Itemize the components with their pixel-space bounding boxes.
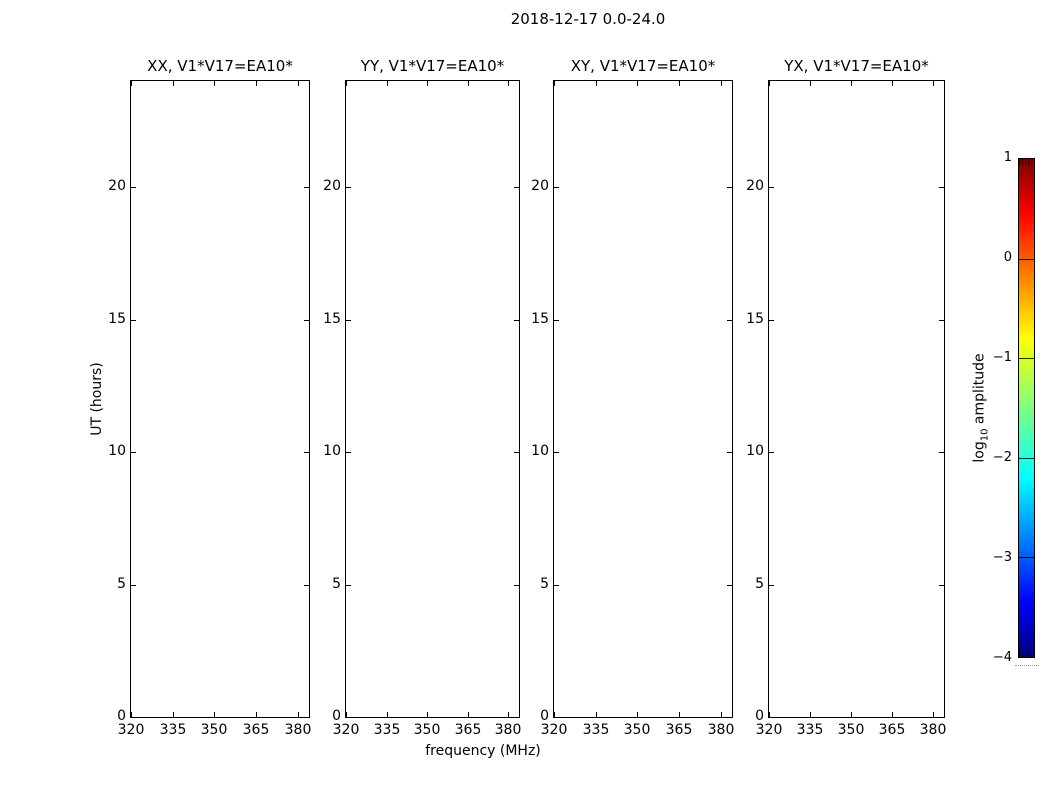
- colorbar-axis-label: [972, 353, 991, 462]
- y-tick-label: 0: [540, 708, 549, 724]
- x-tick-label: 365: [665, 722, 693, 738]
- x-tick-mark: [173, 81, 174, 86]
- y-tick-mark: [554, 320, 559, 321]
- y-tick-mark: [554, 585, 559, 586]
- y-tick-mark: [939, 717, 944, 718]
- x-tick-label: 320: [755, 722, 783, 738]
- x-tick-label: 320: [332, 722, 360, 738]
- x-tick-mark: [851, 712, 852, 717]
- x-tick-label: 335: [582, 722, 610, 738]
- y-tick-label: 0: [755, 708, 764, 724]
- y-tick-mark: [131, 320, 136, 321]
- x-tick-mark: [468, 81, 469, 86]
- y-tick-mark: [131, 717, 136, 718]
- y-tick-label: 0: [332, 708, 341, 724]
- x-tick-mark: [256, 81, 257, 86]
- y-tick-mark: [346, 187, 351, 188]
- colorbar-tick-mark: [1019, 557, 1034, 558]
- x-tick-label: 380: [494, 722, 522, 738]
- y-tick-mark: [131, 585, 136, 586]
- y-tick-mark: [769, 320, 774, 321]
- panel-title: YY, V1*V17=EA10*: [360, 57, 505, 75]
- colorbar-label-subscript: 10: [979, 428, 991, 442]
- plot-panel-yx: [768, 80, 945, 718]
- y-tick-mark: [346, 717, 351, 718]
- y-tick-mark: [939, 452, 944, 453]
- x-tick-label: 350: [200, 722, 228, 738]
- y-tick-label: 5: [117, 576, 126, 592]
- y-tick-mark: [939, 187, 944, 188]
- y-tick-mark: [346, 320, 351, 321]
- x-tick-mark: [851, 81, 852, 86]
- plot-panel-yy: [345, 80, 520, 718]
- y-tick-mark: [939, 320, 944, 321]
- y-tick-label: 5: [332, 576, 341, 592]
- x-tick-mark: [427, 712, 428, 717]
- x-tick-mark: [637, 81, 638, 86]
- y-tick-mark: [131, 187, 136, 188]
- x-tick-mark: [933, 81, 934, 86]
- y-tick-mark: [769, 452, 774, 453]
- colorbar-gradient: [1019, 159, 1034, 657]
- y-tick-label: 10: [323, 443, 341, 459]
- colorbar-tick-mark: [1019, 259, 1034, 260]
- figure-title: 2018-12-17 0.0-24.0: [510, 10, 666, 28]
- colorbar-tick-label: −4: [992, 650, 1012, 665]
- y-tick-mark: [346, 585, 351, 586]
- x-tick-mark: [769, 81, 770, 86]
- x-tick-mark: [468, 712, 469, 717]
- y-tick-label: 15: [323, 311, 341, 327]
- x-tick-label: 380: [284, 722, 312, 738]
- x-tick-mark: [427, 81, 428, 86]
- colorbar-tick-label: −1: [992, 350, 1012, 365]
- colorbar-label-text: log: [971, 441, 988, 463]
- y-tick-mark: [939, 585, 944, 586]
- x-tick-mark: [892, 712, 893, 717]
- x-tick-mark: [387, 81, 388, 86]
- y-tick-mark: [769, 187, 774, 188]
- y-tick-mark: [131, 452, 136, 453]
- x-tick-mark: [298, 81, 299, 86]
- panel-title: YX, V1*V17=EA10*: [784, 57, 929, 75]
- y-axis-label: UT (hours): [89, 362, 105, 436]
- x-tick-mark: [596, 712, 597, 717]
- x-tick-label: 350: [413, 722, 441, 738]
- x-tick-mark: [810, 81, 811, 86]
- y-tick-mark: [554, 187, 559, 188]
- x-tick-mark: [810, 712, 811, 717]
- x-tick-label: 350: [837, 722, 865, 738]
- panel-title: XY, V1*V17=EA10*: [570, 57, 716, 75]
- colorbar-tick-label: 0: [1003, 250, 1012, 265]
- x-tick-mark: [387, 712, 388, 717]
- y-tick-label: 20: [746, 178, 764, 194]
- x-tick-mark: [214, 81, 215, 86]
- y-tick-label: 5: [540, 576, 549, 592]
- y-tick-mark: [554, 452, 559, 453]
- x-tick-mark: [721, 81, 722, 86]
- y-tick-label: 15: [108, 311, 126, 327]
- colorbar-tick-mark: [1019, 358, 1034, 359]
- x-tick-mark: [256, 712, 257, 717]
- x-tick-label: 365: [878, 722, 906, 738]
- y-tick-label: 15: [531, 311, 549, 327]
- x-tick-mark: [131, 81, 132, 86]
- y-tick-mark: [554, 717, 559, 718]
- y-tick-label: 15: [746, 311, 764, 327]
- x-tick-mark: [679, 81, 680, 86]
- y-tick-label: 10: [108, 443, 126, 459]
- colorbar: [1018, 158, 1035, 658]
- y-tick-mark: [769, 585, 774, 586]
- colorbar-tick-label: −2: [992, 450, 1012, 465]
- y-tick-label: 20: [531, 178, 549, 194]
- panel-title: XX, V1*V17=EA10*: [147, 57, 293, 75]
- x-tick-mark: [173, 712, 174, 717]
- colorbar-tick-mark: [1019, 458, 1034, 459]
- x-tick-label: 320: [117, 722, 145, 738]
- y-tick-label: 20: [323, 178, 341, 194]
- x-tick-label: 320: [540, 722, 568, 738]
- x-tick-label: 380: [919, 722, 947, 738]
- y-tick-label: 10: [746, 443, 764, 459]
- x-tick-mark: [596, 81, 597, 86]
- y-tick-label: 20: [108, 178, 126, 194]
- x-tick-label: 365: [242, 722, 270, 738]
- plot-panel-xy: [553, 80, 733, 718]
- plot-panel-xx: [130, 80, 310, 718]
- y-tick-label: 5: [755, 576, 764, 592]
- x-tick-mark: [214, 712, 215, 717]
- y-tick-mark: [769, 717, 774, 718]
- x-tick-mark: [892, 81, 893, 86]
- x-tick-label: 335: [796, 722, 824, 738]
- colorbar-bottom-hatch: [1019, 651, 1034, 657]
- x-tick-mark: [933, 712, 934, 717]
- x-axis-label: frequency (MHz): [425, 743, 541, 759]
- colorbar-tick-label: 1: [1003, 150, 1012, 165]
- y-tick-label: 0: [117, 708, 126, 724]
- x-tick-label: 365: [454, 722, 482, 738]
- y-tick-label: 10: [531, 443, 549, 459]
- colorbar-label-text: amplitude: [971, 353, 988, 429]
- x-tick-mark: [679, 712, 680, 717]
- colorbar-tick-label: −3: [992, 550, 1012, 565]
- x-tick-label: 335: [373, 722, 401, 738]
- x-tick-mark: [346, 81, 347, 86]
- x-tick-mark: [637, 712, 638, 717]
- x-tick-mark: [554, 81, 555, 86]
- colorbar-bottom-dotted-edge: [1015, 665, 1039, 666]
- x-tick-label: 350: [623, 722, 651, 738]
- x-tick-mark: [508, 81, 509, 86]
- colorbar-top-hatch: [1019, 159, 1034, 165]
- y-tick-mark: [346, 452, 351, 453]
- x-tick-label: 335: [159, 722, 187, 738]
- x-tick-label: 380: [707, 722, 735, 738]
